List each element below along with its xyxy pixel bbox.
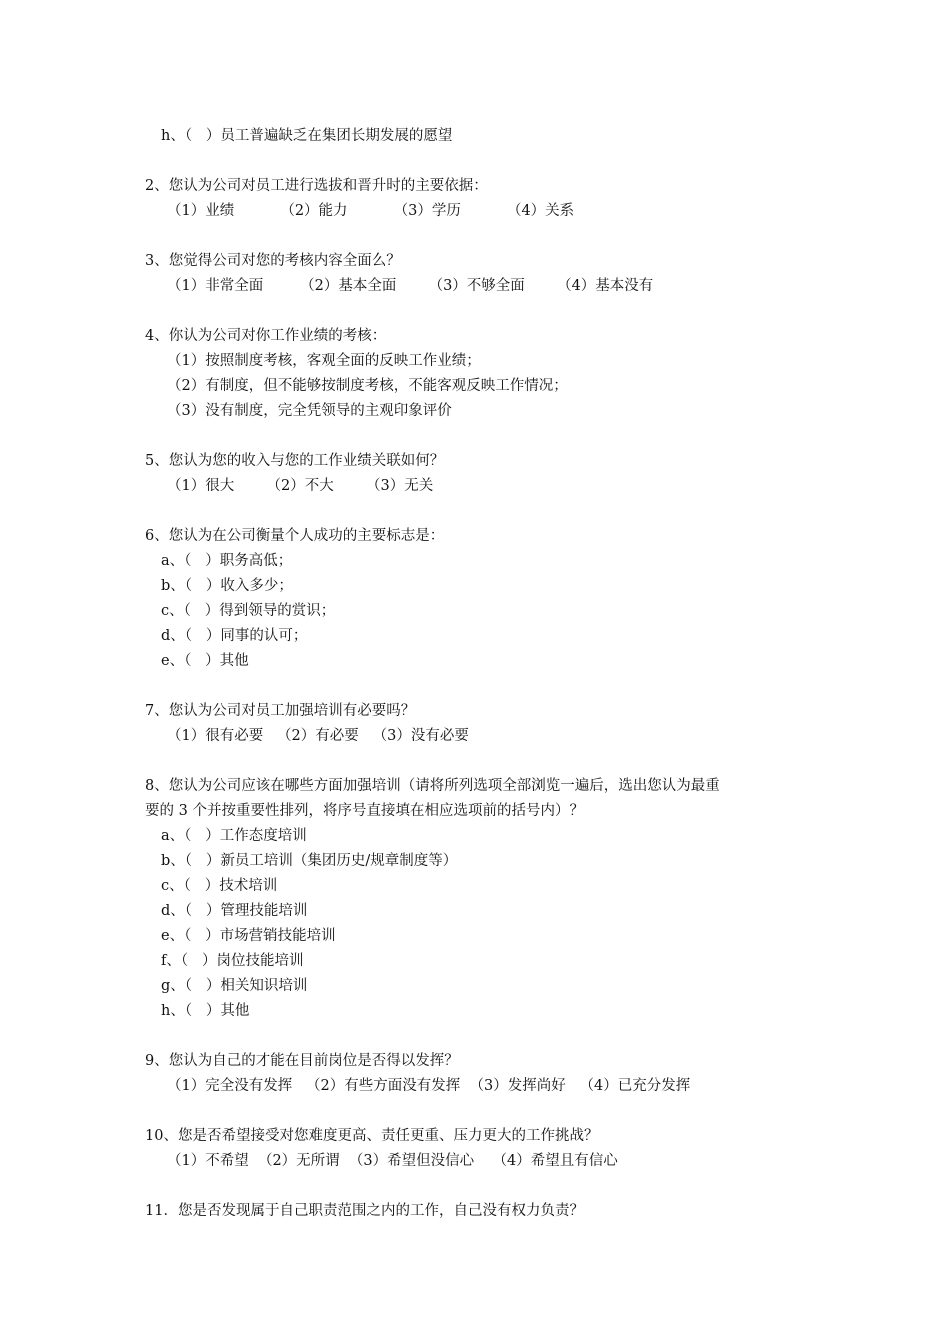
q8-option-a: a、（ ）工作态度培训: [161, 828, 307, 844]
q6-option-e: e、（ ）其他: [161, 653, 249, 669]
question-10: 10、您是否希望接受对您难度更高、责任更重、压力更大的工作挑战？: [145, 1128, 599, 1144]
q9-options: （1）完全没有发挥 （2）有些方面没有发挥 （3）发挥尚好 （4）已充分发挥: [167, 1078, 691, 1094]
q8-option-h: h、（ ）其他: [161, 1003, 250, 1019]
question-6: 6、您认为在公司衡量个人成功的主要标志是：: [145, 528, 445, 544]
question-8: 8、您认为公司应该在哪些方面加强培训（请将所列选项全部浏览一遍后，选出您认为最重: [145, 778, 720, 794]
question-7: 7、您认为公司对员工加强培训有必要吗？: [145, 703, 416, 719]
question-8-continued: 要的 3 个并按重要性排列，将序号直接填在相应选项前的括号内）？: [145, 803, 584, 819]
q6-option-c: c、（ ）得到领导的赏识；: [161, 603, 336, 619]
question-11: 11．您是否发现属于自己职责范围之内的工作，自己没有权力负责？: [145, 1203, 584, 1219]
q6-option-b: b、（ ）收入多少；: [161, 578, 293, 594]
question-5: 5、您认为您的收入与您的工作业绩关联如何？: [145, 453, 445, 469]
q5-options: （1）很大 （2）不大 （3）无关: [167, 478, 434, 494]
q4-option-2: （2）有制度，但不能够按制度考核，不能客观反映工作情况；: [167, 378, 568, 394]
q10-options: （1）不希望 （2）无所谓 （3）希望但没信心 （4）希望且有信心: [167, 1153, 618, 1169]
q7-options: （1）很有必要 （2）有必要 （3）没有必要: [167, 728, 469, 744]
question-9: 9、您认为自己的才能在目前岗位是否得以发挥？: [145, 1053, 459, 1069]
q8-option-d: d、（ ）管理技能培训: [161, 903, 308, 919]
q8-option-f: f、（ ）岗位技能培训: [161, 953, 304, 969]
q6-option-a: a、（ ）职务高低；: [161, 553, 293, 569]
question-3: 3、您觉得公司对您的考核内容全面么？: [145, 253, 401, 269]
q8-option-g: g、（ ）相关知识培训: [161, 978, 308, 994]
q2-options: （1）业绩 （2）能力 （3）学历 （4）关系: [167, 203, 575, 219]
q8-option-c: c、（ ）技术培训: [161, 878, 278, 894]
q4-option-1: （1）按照制度考核，客观全面的反映工作业绩；: [167, 353, 481, 369]
q8-option-b: b、（ ）新员工培训（集团历史/规章制度等）: [161, 853, 458, 869]
q4-option-3: （3）没有制度，完全凭领导的主观印象评价: [167, 403, 452, 419]
q3-options: （1）非常全面 （2）基本全面 （3）不够全面 （4）基本没有: [167, 278, 654, 294]
question-2: 2、您认为公司对员工进行选拔和晋升时的主要依据：: [145, 178, 488, 194]
q8-option-e: e、（ ）市场营销技能培训: [161, 928, 336, 944]
q1-option-h: h、（ ）员工普遍缺乏在集团长期发展的愿望: [161, 128, 453, 144]
question-4: 4、你认为公司对你工作业绩的考核：: [145, 328, 387, 344]
q6-option-d: d、（ ）同事的认可；: [161, 628, 308, 644]
